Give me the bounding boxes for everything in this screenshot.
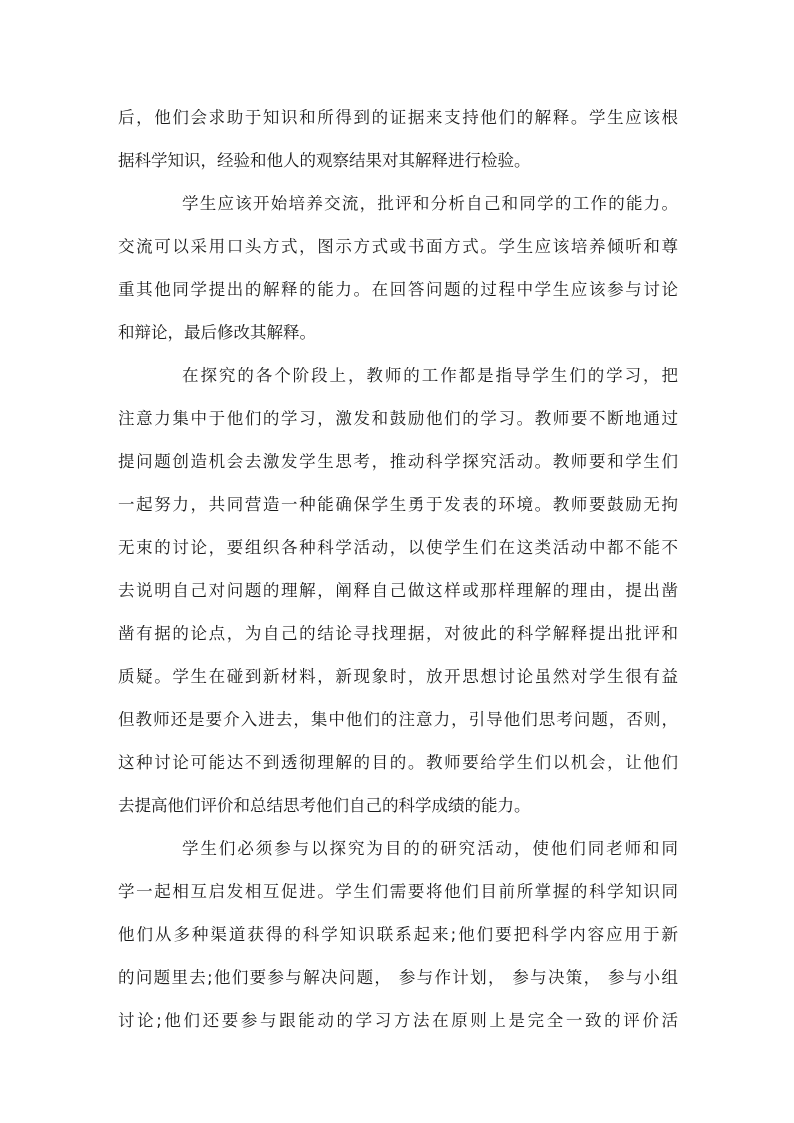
paragraph-first-line: 学生们必须参与以探究为目的的研究活动，使他们同老师和同: [182, 839, 678, 858]
text-line: 无束的讨论，要组织各种科学活动，以使学生们在这类活动中都不能不: [118, 538, 678, 557]
text-line: 质疑。学生在碰到新材料，新现象时，放开思想讨论虽然对学生很有益: [118, 667, 678, 686]
text-line: 他们从多种渠道获得的科学知识联系起来;他们要把科学内容应用于新: [118, 925, 678, 944]
text-line: 提问题创造机会去激发学生思考，推动科学探究活动。教师要和学生们: [118, 452, 678, 471]
text-line: 的问题里去;他们要参与解决问题， 参与作计划， 参与决策， 参与小组: [118, 968, 678, 987]
text-line: 这种讨论可能达不到透彻理解的目的。教师要给学生们以机会，让他们: [118, 753, 678, 772]
text-line: 凿有据的论点，为自己的结论寻找理据，对彼此的科学解释提出批评和: [118, 624, 678, 643]
text-line: 后，他们会求助于知识和所得到的证据来支持他们的解释。学生应该根: [118, 108, 678, 127]
text-line: 讨论;他们还要参与跟能动的学习方法在原则上是完全一致的评价活: [118, 1011, 678, 1030]
paragraph-first-line: 学生应该开始培养交流，批评和分析自己和同学的工作的能力。: [182, 194, 678, 213]
text-line: 注意力集中于他们的学习，激发和鼓励他们的学习。教师要不断地通过: [118, 409, 678, 428]
paragraph-first-line: 在探究的各个阶段上，教师的工作都是指导学生们的学习，把: [182, 366, 678, 385]
text-line: 学一起相互启发相互促进。学生们需要将他们目前所掌握的科学知识同: [118, 882, 678, 901]
text-line: 去提高他们评价和总结思考他们自己的科学成绩的能力。: [118, 796, 531, 815]
text-line: 重其他同学提出的解释的能力。在回答问题的过程中学生应该参与讨论: [118, 280, 678, 299]
text-line: 去说明自己对问题的理解，阐释自己做这样或那样理解的理由，提出凿: [118, 581, 678, 600]
text-line: 但教师还是要介入进去，集中他们的注意力，引导他们思考问题，否则，: [118, 710, 678, 729]
text-line: 一起努力，共同营造一种能确保学生勇于发表的环境。教师要鼓励无拘: [118, 495, 678, 514]
text-line: 据科学知识，经验和他人的观察结果对其解释进行检验。: [118, 151, 531, 170]
text-line: 和辩论，最后修改其解释。: [118, 323, 316, 342]
text-line: 交流可以采用口头方式，图示方式或书面方式。学生应该培养倾听和尊: [118, 237, 678, 256]
